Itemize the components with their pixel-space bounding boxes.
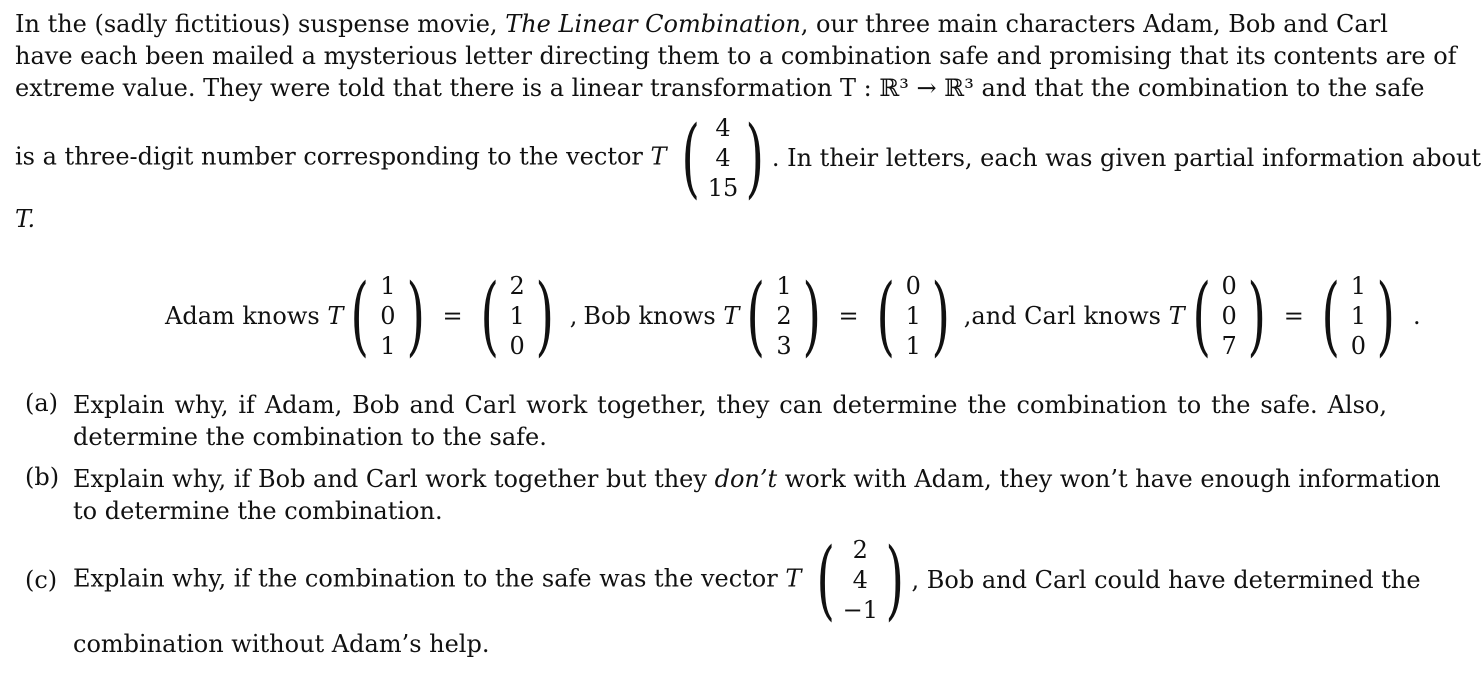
question-text-part: Explain why, if Bob and Carl work together but they bbox=[73, 465, 707, 493]
vector-entry: 15 bbox=[707, 174, 739, 202]
question-text-part: Explain why, if the combination to the safe was the vector bbox=[73, 564, 778, 593]
target-vector: ( 4 4 15 ) bbox=[681, 108, 765, 208]
question-text: to determine the combination. bbox=[73, 497, 443, 525]
question-c-row bbox=[25, 530, 1421, 630]
intro-text: . In their letters, each was given partial information about bbox=[771, 144, 1481, 172]
equals-sign: = bbox=[838, 302, 859, 330]
intro-line-1 bbox=[15, 8, 1387, 40]
vector-entry: 1 bbox=[1350, 272, 1367, 300]
carl-input-vector: ( 0 0 7 ) bbox=[1192, 266, 1267, 366]
transformation-symbol: T bbox=[785, 564, 802, 593]
vector-entry: 4 bbox=[715, 114, 731, 142]
question-text-part: , Bob and Carl could have determined the bbox=[911, 566, 1421, 594]
intro-text: In the (sadly fictitious) suspense movie, bbox=[15, 10, 498, 38]
vector-entry: −1 bbox=[842, 596, 878, 624]
transformation-symbol: T bbox=[650, 142, 667, 171]
question-text: Explain why, if Adam, Bob and Carl work together, they can determine the combination to the safe. Also, bbox=[73, 391, 1387, 419]
adam-output-vector: ( 2 1 0 ) bbox=[480, 266, 555, 366]
vector-entry: 4 bbox=[852, 566, 868, 594]
intro-line-3: extreme value. They were told that there is a linear transformation T : ℝ³ → ℝ³ and that the combination to the safe bbox=[15, 74, 1425, 102]
emphasis: don’t bbox=[714, 465, 778, 493]
vector-entry: 2 bbox=[776, 302, 792, 330]
question-text-part: work with Adam, they won’t have enough information bbox=[784, 465, 1441, 493]
intro-line-5: T. bbox=[15, 205, 36, 233]
vector-entry: 1 bbox=[905, 332, 921, 360]
adam-label: Adam knows bbox=[165, 302, 320, 330]
transformation-symbol: T bbox=[327, 302, 344, 330]
carl-label: and Carl knows bbox=[971, 302, 1161, 330]
intro-line-2: have each been mailed a mysterious letter directing them to a combination safe and promising that its contents are of bbox=[15, 42, 1457, 70]
question-c-row-2 bbox=[25, 628, 1387, 660]
question-text: combination without Adam’s help. bbox=[73, 630, 490, 658]
vector-entry: 1 bbox=[509, 302, 525, 330]
question-c-line-1 bbox=[73, 530, 1421, 630]
knowledge-line bbox=[165, 266, 1421, 366]
intro-line-4 bbox=[15, 108, 1481, 208]
question-text bbox=[73, 463, 1441, 495]
vector-entry: 1 bbox=[776, 272, 792, 300]
question-label: (c) bbox=[25, 566, 58, 594]
question-label: (b) bbox=[25, 463, 60, 491]
vector-entry: 0 bbox=[509, 332, 525, 360]
vector-entry: 1 bbox=[905, 302, 921, 330]
intro-paragraph bbox=[15, 8, 1457, 104]
question-label: (a) bbox=[25, 389, 59, 417]
vector-entry: 0 bbox=[905, 272, 921, 300]
vector-entry: 1 bbox=[380, 272, 396, 300]
question-a bbox=[25, 389, 1387, 453]
period: . bbox=[1412, 302, 1421, 330]
bob-output-vector: ( 0 1 1 ) bbox=[876, 266, 951, 366]
vector-entry: 2 bbox=[852, 536, 868, 564]
equals-sign: = bbox=[442, 302, 463, 330]
vector-entry: 1 bbox=[1350, 302, 1367, 330]
c-vector: ( 2 4 −1 ) bbox=[816, 530, 904, 630]
vector-entry: 7 bbox=[1221, 332, 1237, 360]
comma: , bbox=[569, 302, 578, 330]
intro-text: , our three main characters Adam, Bob and Carl bbox=[800, 10, 1388, 38]
vector-entry: 0 bbox=[380, 302, 396, 330]
adam-input-vector: ( 1 0 1 ) bbox=[350, 266, 425, 366]
question-b bbox=[25, 463, 1441, 527]
question-text: determine the combination to the safe. bbox=[73, 423, 547, 451]
transformation-symbol: T bbox=[723, 302, 740, 330]
bob-label: Bob knows bbox=[583, 302, 716, 330]
transformation-symbol: T bbox=[1168, 302, 1185, 330]
intro-text: is a three-digit number corresponding to the vector bbox=[15, 142, 643, 171]
bob-input-vector: ( 1 2 3 ) bbox=[746, 266, 821, 366]
vector-entry: 2 bbox=[509, 272, 525, 300]
question-text bbox=[73, 530, 912, 630]
vector-entry: 3 bbox=[776, 332, 792, 360]
vector-entry: 1 bbox=[380, 332, 396, 360]
movie-title: The Linear Combination bbox=[505, 10, 801, 38]
vector-entry: 0 bbox=[1350, 332, 1367, 360]
vector-entry: 4 bbox=[715, 144, 731, 172]
vector-entry: 0 bbox=[1221, 302, 1237, 330]
equals-sign: = bbox=[1283, 302, 1304, 330]
carl-output-vector: ( 1 1 0 ) bbox=[1321, 266, 1396, 366]
question-list bbox=[25, 389, 1441, 527]
problem-text bbox=[15, 8, 1481, 658]
comma: , bbox=[963, 302, 972, 330]
question-c bbox=[25, 530, 1421, 660]
vector-entry: 0 bbox=[1221, 272, 1237, 300]
